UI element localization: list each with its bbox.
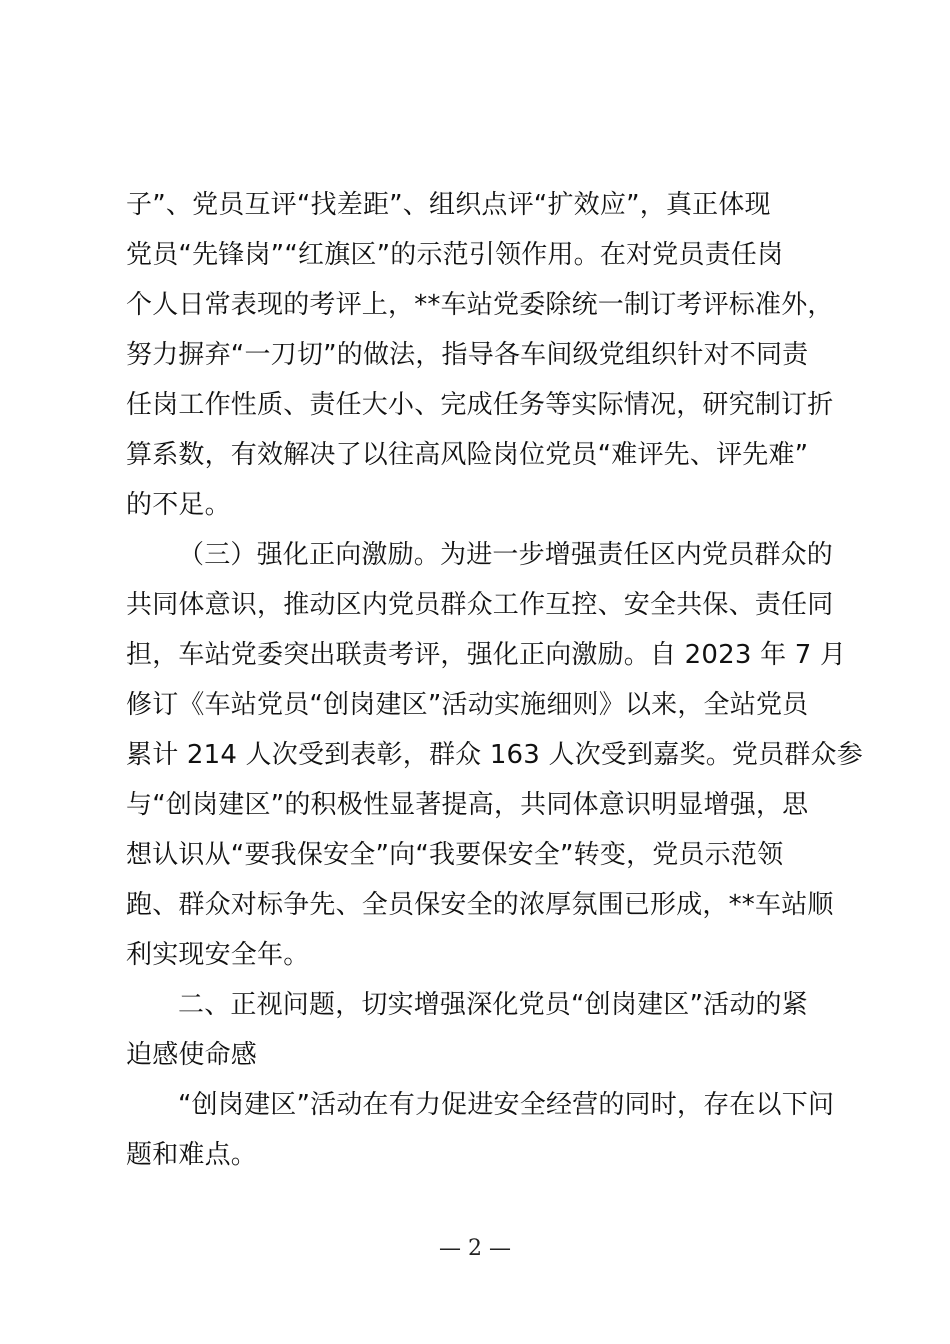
text-line: 的不足。 bbox=[126, 490, 231, 520]
text-line: 迫感使命感 bbox=[126, 1040, 258, 1070]
text-line: 党员“先锋岗”“红旗区”的示范引领作用。在对党员责任岗 bbox=[126, 240, 784, 270]
text-line: （三）强化正向激励。为进一步增强责任区内党员群众的 bbox=[178, 540, 834, 570]
text-line: 累计 214 人次受到表彰，群众 163 人次受到嘉奖。党员群众参 bbox=[126, 740, 863, 770]
text-line: 个人日常表现的考评上，**车站党委除统一制订考评标准外， bbox=[126, 290, 834, 320]
text-line: 任岗工作性质、责任大小、完成任务等实际情况，研究制订折 bbox=[126, 390, 834, 420]
text-line: 二、正视问题，切实增强深化党员“创岗建区”活动的紧 bbox=[178, 990, 808, 1020]
text-line: 努力摒弃“一刀切”的做法，指导各车间级党组织针对不同责 bbox=[126, 340, 809, 370]
text-line: “创岗建区”活动在有力促进安全经营的同时，存在以下问 bbox=[178, 1090, 835, 1120]
text-line: 跑、群众对标争先、全员保安全的浓厚氛围已形成，**车站顺 bbox=[126, 890, 834, 920]
text-line: 担，车站党委突出联责考评，强化正向激励。自 2023 年 7 月 bbox=[126, 640, 847, 670]
text-line: 算系数，有效解决了以往高风险岗位党员“难评先、评先难” bbox=[126, 440, 809, 470]
text-line: 共同体意识，推动区内党员群众工作互控、安全共保、责任同 bbox=[126, 590, 834, 620]
page-number: — 2 — bbox=[439, 1236, 511, 1261]
text-line: 题和难点。 bbox=[126, 1140, 258, 1170]
document-body bbox=[126, 180, 863, 1180]
text-line: 与“创岗建区”的积极性显著提高，共同体意识明显增强，思 bbox=[126, 790, 809, 820]
text-line: 修订《车站党员“创岗建区”活动实施细则》以来，全站党员 bbox=[126, 690, 809, 720]
text-line: 想认识从“要我保安全”向“我要保安全”转变，党员示范领 bbox=[126, 840, 784, 870]
text-line: 子”、党员互评“找差距”、组织点评“扩效应”，真正体现 bbox=[126, 190, 771, 220]
text-line: 利实现安全年。 bbox=[126, 940, 310, 970]
